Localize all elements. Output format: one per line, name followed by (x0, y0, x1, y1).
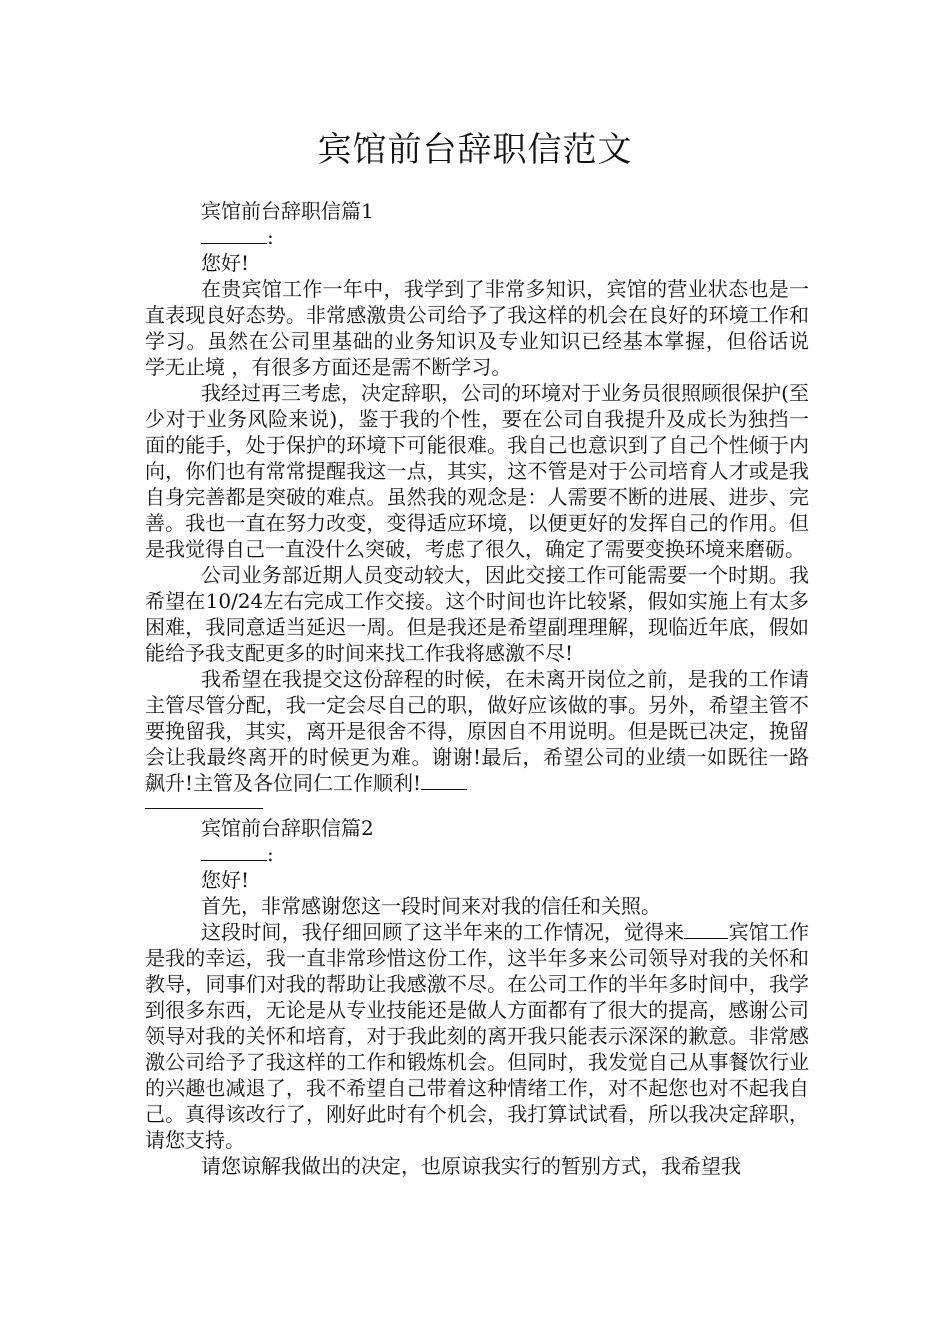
letter-1-paragraph-2: 我经过再三考虑，决定辞职，公司的环境对于业务员很照顾很保护(至少对于业务风险来说)，鉴于我的个性，要在公司自我提升及成长为独挡一面的能手，处于保护的环境下可能很难。我自己也意识到了自己个性倾于内向，你们也有常常提醒我这一点，其实，这不管是对于公司培育人才或是我自身完善都是突破的难点。虽然我的观念是：人需要不断的进展、进步、完善。我也一直在努力改变，变得适应环境，以便更好的发挥自己的作用。但是我觉得自己一直没什么突破，考虑了很久，确定了需要变换环境来磨砺。 (145, 381, 809, 561)
letter-2-paragraph-2-rest: 宾馆工作是我的幸运，我一直非常珍惜这份工作，这半年多来公司领导对我的关怀和教导，同事们对我的帮助让我感激不尽。在公司工作的半年多时间中，我学到很多东西，无论是从专业技能还是做人方面都有了很大的提高，感谢公司领导对我的关怀和培育，对于我此刻的离开我只能表示深深的歉意。非常感激公司给予了我这样的工作和锻炼机会。但同时，我发觉自己从事餐饮行业的兴趣也减退了，我不希望自己带着这种情绪工作，对不起您也对不起我自己。真得该改行了，刚好此时有个机会，我打算试试看，所以我决定辞职，请您支持。 (145, 920, 810, 1152)
letter-2-paragraph-1: 首先，非常感谢您这一段时间来对我的信任和关照。 (201, 894, 661, 918)
document-title: 宾馆前台辞职信范文 (317, 130, 633, 170)
letter-1-salutation (145, 224, 809, 250)
letter-2-heading: 宾馆前台辞职信篇2 (201, 816, 374, 840)
letter-1-paragraph-4 (145, 666, 809, 796)
letter-1-paragraph-3: 公司业务部近期人员变动较大，因此交接工作可能需要一个时期。我希望在10/24左右完成工作交接。这个时间也许比较紧，假如实施上有太多困难，我同意适当延迟一周。但是我还是希望副理理解，现临近年底，假如能给予我支配更多的时间来找工作我将感激不尽! (145, 563, 809, 665)
letter-2 (145, 815, 809, 1179)
letter-1-heading: 宾馆前台辞职信篇1 (201, 199, 374, 223)
letter-1-paragraph-4-text: 我希望在我提交这份辞程的时候，在未离开岗位之前，是我的工作请主管尽管分配，我一定会尽自己的职，做好应该做的事。另外，希望主管不要挽留我，其实，离开是很舍不得，原因自不用说明。但是既已决定，挽留会让我最终离开的时候更为难。谢谢!最后，希望公司的业绩一如既往一路飙升!主管及各位同仁工作顺利! (145, 667, 809, 795)
letter-2-greeting: 您好! (201, 868, 250, 892)
letter-2-paragraph-2-start: 这段时间，我仔细回顾了这半年来的工作情况，觉得来 (201, 920, 685, 944)
signature-line (145, 796, 263, 809)
recipient-blank (201, 842, 267, 861)
letter-1-greeting: 您好! (201, 251, 250, 275)
letter-2-salutation (145, 841, 809, 867)
letter-1-paragraph-1: 在贵宾馆工作一年中，我学到了非常多知识，宾馆的营业状态也是一直表现良好态势。非常感激贵公司给予了我这样的机会在良好的环境工作和学习。虽然在公司里基础的业务知识及专业知识已经基本掌握，但俗话说 学无止境 ，有很多方面还是需不断学习。 (145, 277, 809, 379)
document-body (145, 198, 809, 1179)
hotel-name-blank (684, 920, 728, 939)
recipient-blank (201, 225, 267, 244)
letter-2-paragraph-2 (145, 919, 809, 1153)
letter-2-paragraph-3: 请您谅解我做出的决定，也原谅我实行的暂别方式，我希望我 (201, 1154, 741, 1178)
signature-blank (421, 771, 467, 790)
salutation-colon: : (267, 225, 274, 249)
salutation-colon: : (267, 842, 274, 866)
letter-1 (145, 198, 809, 809)
